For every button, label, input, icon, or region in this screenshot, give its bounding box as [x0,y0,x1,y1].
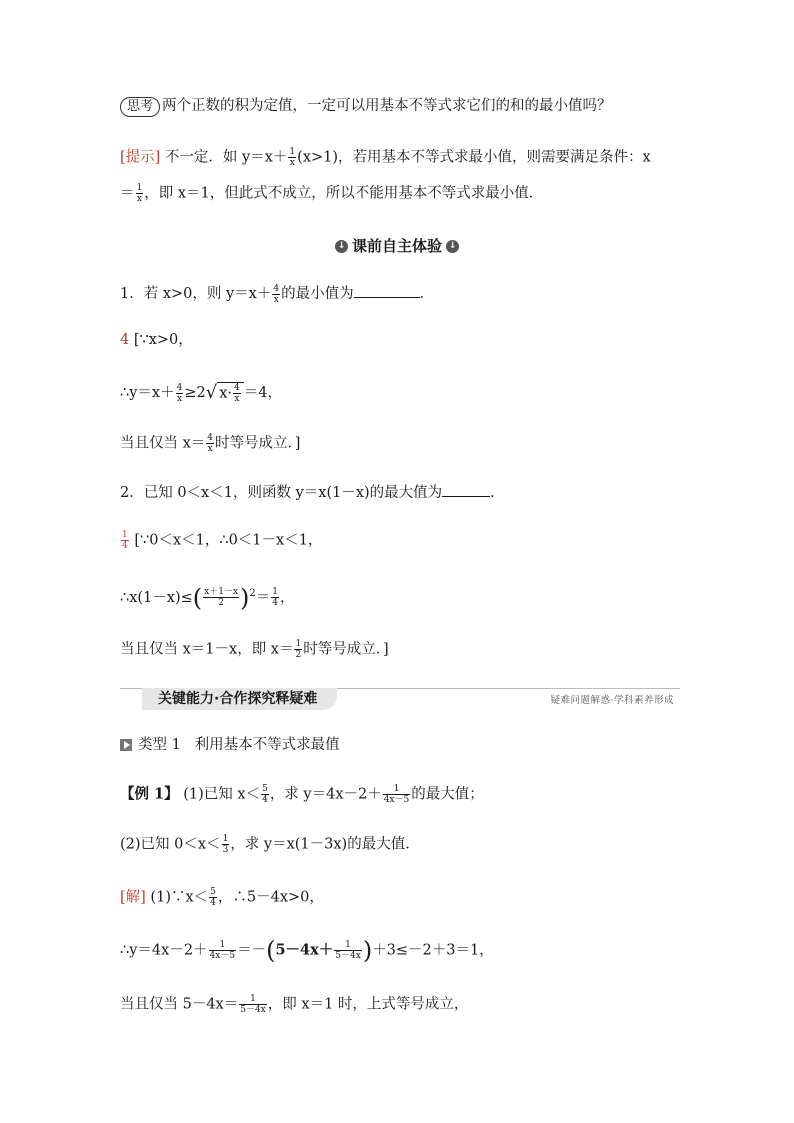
play-triangle-icon [120,739,132,751]
fraction [209,940,237,961]
q1-solution-line-3 [120,433,300,454]
numerator: 1 [383,784,411,795]
question-text: 1．若 x>0，则 y＝x＋ [120,286,272,302]
denominator: 4 [210,898,216,908]
q1-solution-line-2 [120,382,282,404]
solution-text: 当且仅当 5－4x＝ [120,996,239,1013]
hint-text: (x>1)，若用基本不等式求最小值，则需要满足条件：x [297,149,651,166]
example-text: (2)已知 0＜x＜ [120,836,221,853]
think-question: 两个正数的积为定值，一定可以用基本不等式求它们的和的最小值吗？ [162,98,612,114]
fraction [222,834,230,855]
section-title [0,236,794,256]
q1-answer: 4 [120,332,130,348]
numerator: x＋1－x [204,587,239,598]
banner-title: 关键能力·合作探究释疑难 [142,688,337,710]
answer-blank [442,482,490,497]
question-text: 的最小值为 [281,286,354,302]
hint-text: 不一定．如 y＝x＋ [160,149,288,166]
example-text: (1)已知 x＜ [178,786,261,803]
solution-text: 时等号成立．] [303,641,389,658]
solution-text: ＝－ [237,942,267,959]
radicand-text: x· [219,385,232,402]
type-text: 利用基本不等式求最值 [194,737,340,753]
solution-text: 5－4x＋ [275,941,334,959]
radical-sign: √ [205,382,218,403]
question-1 [120,283,434,305]
example-text: 的最大值； [411,786,484,803]
solution-text: [∵x>0， [129,332,193,348]
numerator: 1 [239,994,267,1005]
denominator: 2 [295,650,302,660]
right-paren: ) [240,583,250,612]
type-label: 类型 1 [138,737,181,753]
solution-text: 时等号成立．] [215,435,301,452]
hint-label: [提示] [120,149,161,166]
numerator: 5 [210,887,216,897]
answer-blank [354,283,420,298]
example-text: ，求 y＝x(1－3x)的最大值． [230,836,420,853]
numerator: 1 [136,183,143,193]
numerator: 4 [273,283,280,294]
example-text: ，求 y＝4x－2＋ [269,786,382,803]
arrow-down-icon: ↓ [446,240,459,253]
numerator: 5 [262,784,268,794]
denominator: 2 [218,598,224,609]
fraction [272,284,280,305]
denominator: x [207,444,213,454]
left-paren: ( [192,583,203,612]
solution-label: [解] [120,889,146,906]
solution-text: ≥2 [184,385,206,401]
solution-text: 当且仅当 x＝ [120,435,206,452]
solution-text: ，∴5－4x>0， [217,889,324,906]
fraction [334,940,362,961]
solution-text: [∵0＜x＜1，∴0＜1－x＜1， [129,532,323,549]
q2-solution-line-1 [120,530,322,551]
denominator: x [176,393,183,404]
section-banner [120,686,680,712]
exponent: 2 [249,588,256,599]
banner-subtitle: 疑难问题解惑·学科素养形成 [550,695,674,706]
denominator: 4 [122,541,128,551]
q2-solution-line-3 [120,639,389,660]
numerator: 1 [122,530,128,540]
denominator: 5－4x [335,951,361,961]
solution-text: ∴y＝4x－2＋ [120,942,208,959]
section-title-text: 课前自主体验 [351,237,442,255]
fraction [294,639,302,660]
q1-solution-line-1 [120,330,193,350]
numerator: 1 [222,834,229,844]
hint-text: ，即 x＝1，但此式不成立，所以不能用基本不等式求最小值． [144,185,544,202]
q2-answer [121,530,129,551]
question-text: ． [419,286,435,302]
radicand [217,382,244,404]
denominator: x [234,394,240,404]
denominator: x [289,158,295,168]
fraction [176,383,184,404]
denominator: x [273,294,279,305]
example-1-part-1 [120,784,484,805]
fraction [136,183,144,204]
solution-text: ＝ [255,589,271,606]
question-text: 2．已知 0＜x＜1，则函数 y＝x(1－x)的最大值为 [120,485,443,501]
numerator: 4 [176,382,183,393]
solution-text: ＝4， [243,385,282,401]
question-text: ． [490,485,505,501]
example-1-part-2 [120,834,420,855]
denominator: 5－4x [240,1005,266,1015]
numerator: 1 [334,940,362,951]
numerator: 1 [272,587,279,598]
solution-text: ∴x(1－x)≤ [120,589,193,606]
right-paren: ) [362,936,373,965]
type-heading [120,735,340,755]
question-2 [120,482,505,503]
solution-text: ∴y＝x＋ [120,385,175,401]
solution-text: ， [280,589,295,606]
fraction [261,784,269,805]
hint-text: ＝ [120,185,135,202]
fraction [383,784,411,805]
think-badge: 思考 [120,97,160,117]
q2-solution-line-2 [120,583,295,612]
arrow-down-icon: ↓ [335,240,348,253]
left-paren: ( [266,936,276,965]
fraction [288,147,296,168]
think-question-line [120,96,612,117]
solution-text: ＋3≤－2＋3＝1， [372,942,494,959]
numerator: 4 [234,383,240,393]
numerator: 4 [207,433,214,443]
hint-line-2 [120,183,543,204]
fraction [209,887,217,908]
fraction [271,587,279,608]
fraction [206,433,214,454]
denominator: 4 [262,795,268,805]
denominator: 4 [272,598,279,609]
solution-line-2 [120,936,494,965]
denominator: 4x－5 [383,795,410,805]
numerator: 1 [289,147,296,157]
fraction [239,994,267,1015]
fraction [203,587,239,608]
solution-line-3 [120,994,468,1015]
numerator: 1 [209,940,237,951]
fraction [233,383,241,404]
numerator: 1 [295,639,302,649]
example-label: 【例 1】 [120,785,179,803]
denominator: 3 [222,845,229,855]
hint-line-1 [120,147,651,168]
denominator: 4x－5 [209,951,236,961]
solution-text: (1)∵x＜ [145,889,209,906]
solution-text: 当且仅当 x＝1－x，即 x＝ [120,641,294,658]
solution-text: ，即 x＝1 时，上式等号成立， [267,996,469,1013]
denominator: x [136,194,142,204]
solution-line-1 [120,887,324,908]
